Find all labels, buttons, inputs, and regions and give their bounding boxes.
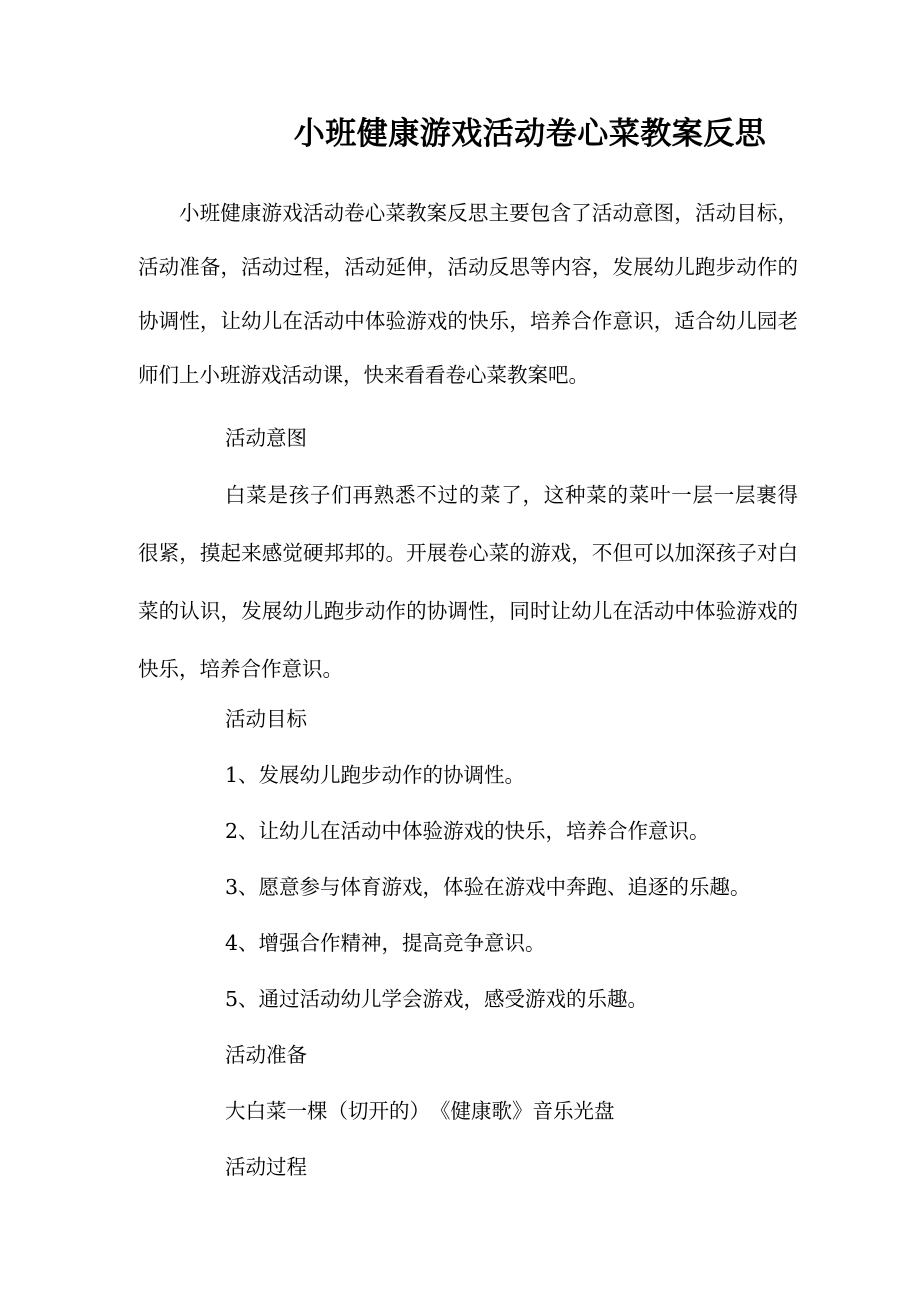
intent-paragraph: 白菜是孩子们再熟悉不过的菜了，这种菜的菜叶一层一层裹得很紧，摸起来感觉硬邦邦的。开展卷心菜的游戏，不但可以加深孩子对白菜的认识，发展幼儿跑步动作的协调性，同时让幼儿在活动中体验游戏的快乐，培养合作意识。 [138, 483, 798, 681]
intro-paragraph: 小班健康游戏活动卷心菜教案反思主要包含了活动意图，活动目标，活动准备，活动过程，活动延伸，活动反思等内容，发展幼儿跑步动作的协调性，让幼儿在活动中体验游戏的快乐，培养合作意识，适合幼儿园老师们上小班游戏活动课，快来看看卷心菜教案吧。 [138, 201, 798, 387]
heading-activity-intent: 活动意图 [225, 426, 307, 450]
goal-item-3: 3、愿意参与体育游戏，体验在游戏中奔跑、追逐的乐趣。 [225, 875, 751, 899]
goal-item-5: 5、通过活动幼儿学会游戏，感受游戏的乐趣。 [225, 987, 649, 1011]
goal-item-4: 4、增强合作精神，提高竞争意识。 [225, 931, 546, 955]
goal-item-1: 1、发展幼儿跑步动作的协调性。 [225, 763, 526, 787]
goal-item-2: 2、让幼儿在活动中体验游戏的快乐，培养合作意识。 [225, 819, 710, 843]
prep-materials: 大白菜一棵（切开的） 《健康歌》音乐光盘 [225, 1099, 615, 1123]
heading-activity-process: 活动过程 [225, 1155, 307, 1179]
document-title: 小班健康游戏活动卷心菜教案反思 [293, 116, 767, 152]
heading-activity-prep: 活动准备 [225, 1043, 307, 1067]
heading-activity-goals: 活动目标 [225, 707, 307, 731]
